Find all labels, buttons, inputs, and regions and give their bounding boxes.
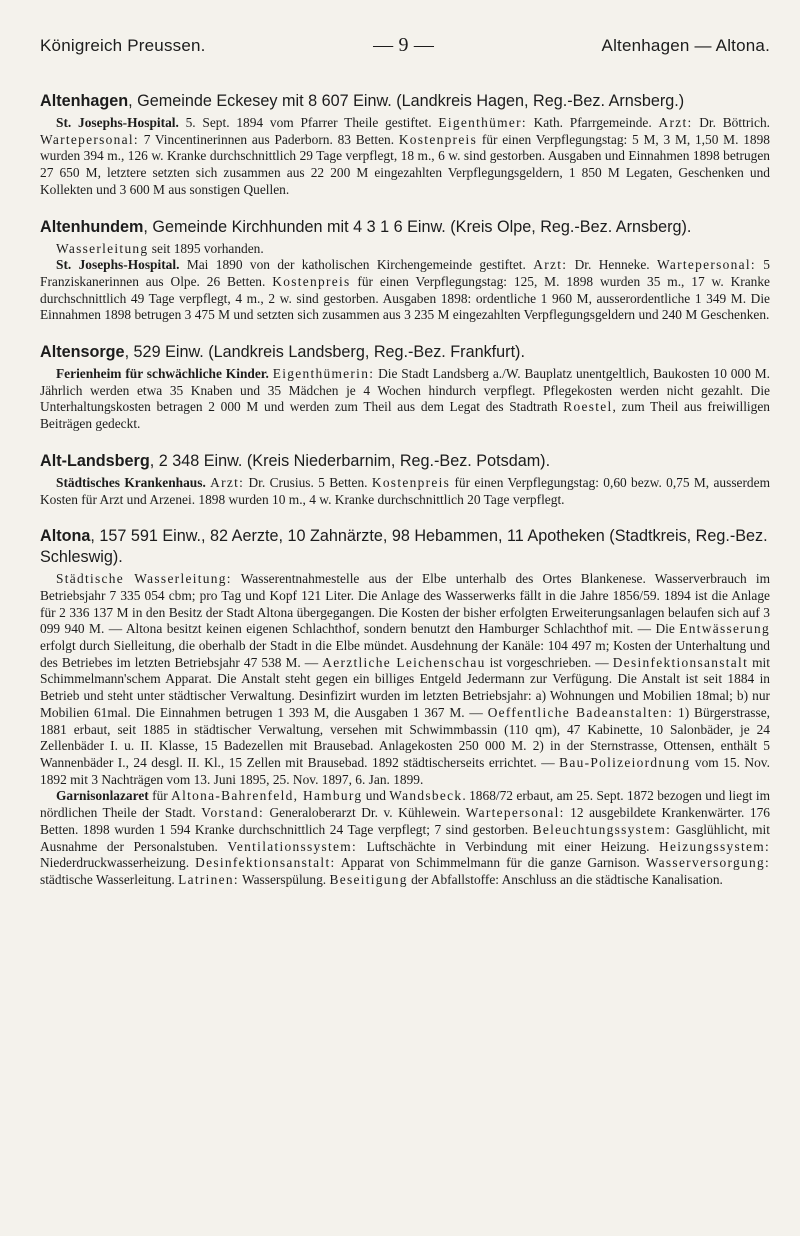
spaced-term: Wartepersonal: (40, 131, 139, 147)
text-run: Wasserentnahmestelle aus der Elbe unterhalb des Ortes Blankenese. Wasserverbrauch im Betriebsjahr 7 335 054 cbm; pro Tag und Kopf 121 Liter. Die Anlage des Wasserwerks fällt in die Jahre 1856/59. 1894 ist die Anlage für 2 336 137 M in den Besitz der Stadt Altona übergegangen. Die Kosten der bisher erfolgten Erweiterungsanlagen belaufen sich auf 3 099 940 M. — Altona besitzt keinen eigenen Schlachthof, sondern benutzt den Hamburger Schlachthof mit. — Die (40, 571, 771, 637)
text-run: und (362, 788, 390, 804)
text-run: für (148, 788, 172, 804)
text-run: vom 15. Nov. 1892 mit 3 Nachträgen vom 13. Juni 1895, 25. Nov. 1897, 6. Jan. 1899. (40, 754, 770, 787)
entry-paragraph (40, 366, 770, 433)
spaced-term: Entwässerung (679, 621, 770, 637)
text-run: 7 Vincentinerinnen aus Paderborn. 83 Betten. (138, 131, 399, 147)
institution-name: St. Josephs-Hospital. (56, 115, 179, 130)
spaced-term: Arzt: (533, 257, 568, 273)
spaced-term: Eigenthümerin: (272, 366, 375, 382)
text-run: Dr. Böttrich. (692, 115, 770, 130)
entry (40, 526, 770, 888)
spaced-term: Arzt: (658, 115, 693, 130)
text-run: Niederdruckwasserheizung. (40, 855, 196, 871)
text-run: ist vorgeschrieben. — (485, 654, 613, 670)
spaced-term: Eigenthümer: (438, 115, 527, 130)
text-run: 5. Sept. 1894 vom Pfarrer Theile gestiftet. (178, 115, 439, 130)
entry (40, 217, 770, 325)
header-right: Altenhagen — Altona. (601, 36, 770, 55)
heading-details: , 529 Einw. (Landkreis Landsberg, Reg.-Bez. Frankfurt). (124, 343, 525, 362)
spaced-term: Aerztliche Leichenschau (322, 654, 486, 670)
place-name: Altensorge (40, 343, 125, 362)
page-number: — 9 — (373, 34, 435, 56)
text-run: Apparat von Schimmelmann für die ganze Garnison. (335, 855, 646, 871)
heading-details: , 157 591 Einw., 82 Aerzte, 10 Zahnärzte, 98 Hebammen, 11 Apotheken (Stadtkreis, Reg.-Bez. Schleswig). (40, 527, 768, 567)
spaced-term: Roestel (563, 399, 613, 415)
entry-paragraph (40, 475, 770, 508)
spaced-term: Desinfektionsanstalt (612, 654, 749, 670)
spaced-term: Bau-Polizeiordnung (559, 754, 691, 770)
heading-details: , Gemeinde Kirchhunden mit 4 3 1 6 Einw. (Kreis Olpe, Reg.-Bez. Arnsberg). (143, 217, 692, 236)
spaced-term: Oeffentliche Badeanstalten: (487, 704, 674, 720)
entry-heading (40, 451, 770, 472)
text-run: 12 ausgebildete Krankenwärter. 176 Betten. 1898 wurden 1 594 Kranke durchschnittlich 24 Tage verpflegt; 7 sind gestorben. (40, 805, 770, 837)
entry (40, 342, 770, 433)
text-run: Mai 1890 von der katholischen Kirchengemeinde gestiftet. (179, 257, 534, 273)
entries-list (40, 91, 770, 889)
text-run: Wasserspülung. (238, 871, 330, 887)
text-run: für einen Verpflegungstag: 5 M, 3 M, 1,50 M. 1898 wurden 394 m., 126 w. Kranke durchschnittlich 29 Tage verpflegt, 18 m., 6 w. sind gestorben. Ausgaben und Einnahmen 1898 betrugen 27 650 M, letztere setzten sich zusammen aus 22 200 M eingezahlten Verpflegungsgeldern, 1 850 M Legaten, Geschenken und Kollekten und 3 600 M aus sonstigen Quellen. (40, 131, 770, 197)
text-run: Die Stadt Landsberg a./W. Bauplatz unentgeltlich, Baukosten 10 000 M. Jährlich werden etwa 35 Knaben und 35 Mädchen je 4 Wochen hindurch verpflegt. Pflegekosten werden nicht gezahlt. Die Unterhaltungskosten betragen 2 000 M und werden zum Theil aus dem Legat des Stadtrath (40, 366, 770, 415)
place-name: Altenhundem (40, 217, 144, 236)
text-run: städtische Wasserleitung. (40, 871, 179, 887)
spaced-term: Ventilationssystem: (227, 838, 358, 854)
place-name: Altenhagen (40, 92, 129, 110)
text-run: der Abfallstoffe: Anschluss an die städtische Kanalisation. (407, 871, 723, 887)
text-run: . 1868/72 erbaut, am 25. Sept. 1872 bezogen und liegt im nördlichen Theile der Stadt. (40, 788, 771, 821)
spaced-term: Desinfektionsanstalt: (195, 855, 336, 871)
spaced-term: Kostenpreis (272, 273, 351, 289)
entry (40, 91, 770, 199)
spaced-term: Latrinen: (178, 871, 239, 887)
text-run: für einen Verpflegungstag: 125, M. 1898 wurden 35 m., 17 w. Kranke durchschnittlich 49 Tage verpflegt, 4 m., 2 w. sind gestorben. Ausgaben 1898: ordentliche 1 960 M, ausserordentliche 1 349 M. Die Einnahmen 1898 betrugen 3 475 M und setzten sich zusammen aus 3 235 M eingezahlten Verpflegungsgeldern und 240 M Geschenken. (40, 273, 770, 323)
text-run: Luftschächte in Verbindung mit einer Heizung. (357, 838, 659, 854)
text-run: erfolgt durch Sielleitung, die oberhalb der Stadt in die Elbe mündet. Ausdehnung der Kanäle: 104 497 m; Kosten der Unterhaltung und des Betriebes im letzten Betriebsjahr 47 538 M. — (40, 638, 770, 670)
text-run: Generaloberarzt Dr. v. Kühlewein. (264, 805, 466, 821)
entry-heading (40, 342, 770, 363)
institution-name: St. Josephs-Hospital. (56, 257, 180, 273)
spaced-term: Altona-Bahrenfeld, Hamburg (171, 788, 363, 804)
text-run: Dr. Crusius. 5 Betten. (244, 474, 372, 490)
heading-details: , Gemeinde Eckesey mit 8 607 Einw. (Landkreis Hagen, Reg.-Bez. Arnsberg.) (128, 92, 685, 110)
spaced-term: Kostenpreis (371, 474, 451, 490)
text-run: seit 1895 vorhanden. (148, 240, 264, 256)
place-name: Alt-Landsberg (40, 451, 150, 470)
text-run: Dr. Henneke. (567, 257, 658, 273)
spaced-term: Wartepersonal: (465, 805, 565, 821)
spaced-term: Kostenpreis (398, 131, 478, 147)
spaced-term: Beseitigung (329, 871, 408, 887)
spaced-term: Wasserversorgung: (645, 855, 770, 871)
text-run: 5 Franziskanerinnen aus Olpe. 26 Betten. (40, 257, 770, 289)
entry-paragraph (40, 257, 770, 324)
spaced-term: Vorstand: (201, 805, 264, 821)
spaced-term: Städtische Wasserleitung: (56, 571, 232, 587)
text-run: , zum Theil aus freiwilligen Beiträgen gedeckt. (40, 399, 770, 432)
text-run: für einen Verpflegungstag: 0,60 bezw. 0,75 M, ausserdem Kosten für Arzt und Arzenei. 1898 wurden 10 m., 4 w. Kranke durchschnittlich 20 Tage verpflegt. (40, 474, 770, 507)
text-run: Gasglühlicht, mit Ausnahme der Personalstuben. (40, 821, 770, 854)
entry-paragraph (40, 115, 770, 199)
text-run: Kath. Pfarrgemeinde. (526, 115, 659, 130)
running-header (40, 34, 770, 57)
place-name: Altona (40, 527, 91, 546)
institution-name: Ferienheim für schwächliche Kinder. (56, 366, 269, 382)
spaced-term: Wartepersonal: (657, 257, 756, 273)
spaced-term: Wandsbeck (389, 788, 463, 804)
institution-name: Garnisonlazaret (56, 788, 149, 804)
heading-details: , 2 348 Einw. (Kreis Niederbarnim, Reg.-Bez. Potsdam). (149, 451, 551, 470)
entry-paragraph (40, 241, 770, 258)
institution-name: Städtisches Krankenhaus. (56, 474, 206, 490)
text-run: mit Schimmelmann'schem Apparat. Die Anstalt steht gegen ein billiges Entgeld Jedermann zur Verfügung. Die Anstalt ist seit 1884 in Betrieb und steht unter städtischer Verwaltung. Desinfizirt wurden im letzten Betriebsjahr: a) Wohnungen und Mobilien 18mal; b) nur Mobilien 61mal. Die Einnahmen betrugen 1 393 M, die Ausgaben 1 367 M. — (40, 654, 771, 720)
entry-heading (40, 91, 770, 112)
entry-heading (40, 526, 770, 568)
header-left: Königreich Preussen. (40, 36, 206, 55)
spaced-term: Arzt: (210, 474, 245, 490)
entry-paragraph (40, 788, 770, 888)
entry-paragraph (40, 571, 770, 788)
spaced-term: Beleuchtungssystem: (532, 821, 672, 837)
entry-heading (40, 217, 770, 238)
spaced-term: Heizungssystem: (659, 838, 770, 854)
entry (40, 451, 770, 508)
spaced-term: Wasserleitung (56, 240, 149, 256)
text-run: 1) Bürgerstrasse, 1881 erbaut, seit 1885 in städtischer Verwaltung, versehen mit Schwimmbassin (110 qm), 47 Kabinette, 10 Salonbäder, je 24 Zellenbäder I. u. II. Klasse, 15 Badezellen mit Brausebad. Anlagekosten 250 000 M. 2) in der Sternstrasse, Ottensen, enthält 5 Wannenbäder I., 24 desgl. II. Kl., 15 Zellen mit Brausebad. 1892 städtischerseits errichtet. — (40, 704, 771, 770)
